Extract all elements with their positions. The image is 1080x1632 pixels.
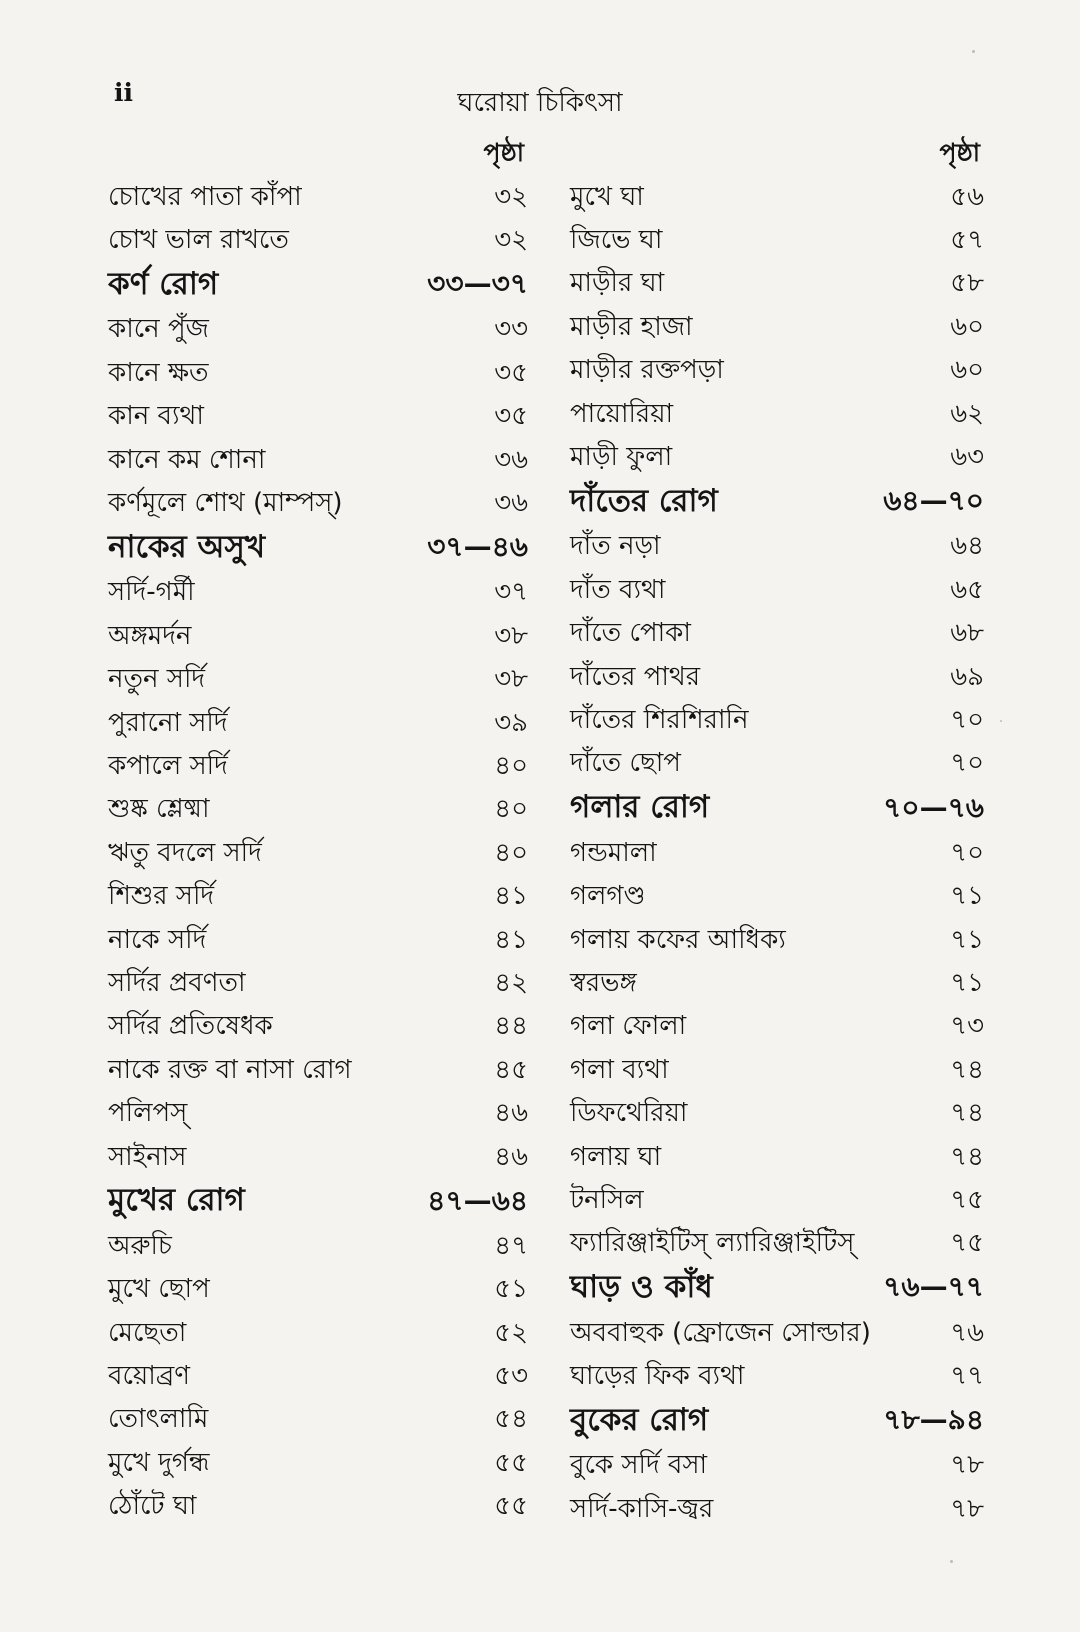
entry-title: সর্দির প্রতিষেধক	[108, 1011, 273, 1042]
section-page-range: ৩৩—৩৭	[427, 267, 528, 301]
entry-title: জিভে ঘা	[570, 225, 663, 256]
entry-page-number: ৩৫	[494, 357, 528, 388]
entry-page-number: ৪২	[494, 967, 528, 998]
toc-entry	[570, 219, 984, 262]
section-title: দাঁতের রোগ	[570, 482, 718, 519]
toc-entry	[108, 745, 528, 788]
entry-page-number: ৭৩	[950, 1011, 984, 1042]
entry-page-number: ৬০	[950, 355, 984, 386]
toc-column-left	[108, 130, 528, 1529]
toc-section-heading	[570, 1266, 984, 1312]
entry-page-number: ৫৫	[494, 1491, 528, 1522]
entry-title: মুখে দুর্গন্ধ	[108, 1447, 210, 1478]
entry-page-number: ৩৯	[494, 707, 528, 738]
section-page-range: ৭০—৭৬	[883, 790, 984, 824]
entry-page-number: ৭১	[950, 881, 984, 912]
section-page-range: ৬৪—৭০	[883, 484, 984, 518]
toc-entry	[570, 613, 984, 656]
toc-entries	[108, 176, 528, 1529]
toc-section-heading	[570, 1399, 984, 1445]
entry-title: শুষ্ক শ্লেষ্মা	[108, 794, 210, 825]
entry-title: মুখে ঘা	[570, 181, 644, 212]
entry-title: অববাহুক (ফ্রোজেন সোল্ডার)	[570, 1317, 871, 1348]
entry-page-number: ৩৮	[494, 620, 528, 651]
section-page-range: ৭৬—৭৭	[883, 1270, 984, 1304]
entry-title: পুরানো সর্দি	[108, 707, 228, 738]
entry-page-number: ৫৬	[950, 181, 984, 212]
toc-entry	[108, 1399, 528, 1442]
toc-entry	[108, 219, 528, 262]
entry-page-number: ৭৭	[950, 1361, 984, 1392]
entry-title: চোখের পাতা কাঁপা	[108, 181, 302, 212]
entry-page-number: ৬৯	[950, 661, 984, 692]
section-title: কর্ণ রোগ	[108, 265, 219, 302]
toc-entry	[570, 526, 984, 569]
toc-entry	[570, 1445, 984, 1488]
entry-page-number: ৩২	[494, 225, 528, 256]
entry-title: দাঁত ব্যথা	[570, 574, 666, 605]
toc-entry	[570, 1136, 984, 1179]
entry-title: মেছেতা	[108, 1317, 187, 1348]
entry-page-number: ৫৮	[950, 268, 984, 299]
section-title: ঘাড় ও কাঁধ	[570, 1268, 713, 1305]
entry-page-number: ৩২	[494, 181, 528, 212]
entry-page-number: ৭৮	[950, 1493, 984, 1524]
entry-page-number: ৬২	[950, 398, 984, 429]
toc-entry	[108, 615, 528, 658]
entry-title: গলগণ্ড	[570, 881, 646, 912]
entry-title: অরুচি	[108, 1230, 172, 1261]
toc-entry	[108, 1049, 528, 1092]
toc-entry	[570, 263, 984, 306]
entry-page-number: ৫১	[494, 1274, 528, 1305]
toc-entry	[570, 699, 984, 742]
toc-entry	[108, 1486, 528, 1529]
toc-entry	[108, 962, 528, 1005]
entry-page-number: ৫৭	[950, 225, 984, 256]
entry-page-number: ৪০	[494, 751, 528, 781]
entry-title: বুকে সর্দি বসা	[570, 1450, 708, 1481]
entry-page-number: ৪৪	[494, 1011, 528, 1042]
toc-entry	[570, 1355, 984, 1398]
toc-entry	[570, 176, 984, 219]
entry-title: মুখে ছোপ	[108, 1274, 210, 1305]
entry-title: অঙ্গমর্দন	[108, 620, 192, 651]
folio-number: ii	[114, 78, 133, 107]
toc-section-heading	[108, 263, 528, 309]
speck	[972, 50, 975, 53]
entry-title: কানে কম শোনা	[108, 444, 266, 475]
entry-title: গলায় ঘা	[570, 1141, 662, 1172]
toc-entry	[570, 1223, 984, 1266]
entry-page-number: ৬৫	[950, 574, 984, 605]
running-title: ঘরোয়া চিকিৎসা	[457, 88, 623, 118]
speck	[950, 1560, 953, 1563]
toc-entry	[570, 962, 984, 1005]
entry-title: সর্দি-গর্মী	[108, 577, 195, 608]
entry-page-number: ৩৩	[494, 314, 528, 345]
toc-section-heading	[570, 786, 984, 832]
entry-title: সর্দির প্রবণতা	[108, 967, 246, 998]
section-title: মুখের রোগ	[108, 1182, 245, 1219]
entry-title: নাকে রক্ত বা নাসা রোগ	[108, 1054, 352, 1085]
entry-title: মাড়ীর হাজা	[570, 311, 693, 342]
entry-title: দাঁতের পাথর	[570, 661, 701, 692]
entry-page-number: ৬৮	[950, 618, 984, 649]
toc-section-heading	[108, 526, 528, 572]
entry-title: মাড়ী ফুলা	[570, 442, 673, 473]
entry-title: দাঁতের শিরশিরানি	[570, 705, 749, 735]
entry-page-number: ৭৪	[950, 1141, 984, 1172]
page-column-label: পৃষ্ঠা	[483, 138, 524, 167]
toc-entry	[108, 482, 528, 525]
toc-entry	[108, 396, 528, 439]
entry-page-number: ৭০	[950, 748, 984, 779]
entry-title: পলিপস্‌	[108, 1098, 188, 1129]
entry-title: মাড়ীর রক্তপড়া	[570, 355, 724, 386]
entry-page-number: ৭১	[950, 924, 984, 955]
page-header	[0, 78, 1080, 118]
toc-entry	[108, 919, 528, 962]
toc-entry	[570, 1006, 984, 1049]
entry-title: গলা ব্যথা	[570, 1054, 669, 1085]
toc-entry	[570, 743, 984, 786]
section-title: গলার রোগ	[570, 789, 710, 826]
entry-title: পায়োরিয়া	[570, 398, 674, 429]
toc-section-heading	[108, 1179, 528, 1225]
entry-title: গন্ডমালা	[570, 837, 657, 868]
entry-title: ডিফথেরিয়া	[570, 1098, 688, 1129]
entry-page-number: ৭৫	[950, 1228, 984, 1259]
toc-entry	[570, 1488, 984, 1531]
entry-title: নাকে সর্দি	[108, 924, 207, 955]
entry-title: কপালে সর্দি	[108, 751, 228, 781]
entry-page-number: ৪০	[494, 794, 528, 825]
entry-title: টনসিল	[570, 1184, 644, 1215]
entry-page-number: ৭৪	[950, 1098, 984, 1129]
entry-title: ঘাড়ের ফিক ব্যথা	[570, 1361, 745, 1392]
entry-page-number: ৬৪	[950, 531, 984, 562]
toc-entry	[108, 1312, 528, 1355]
entry-title: দাঁতে পোকা	[570, 618, 691, 649]
entry-page-number: ৫৫	[494, 1447, 528, 1478]
toc-entry	[108, 572, 528, 615]
entry-title: বয়োব্রণ	[108, 1361, 190, 1392]
entry-title: কানে পুঁজ	[108, 314, 209, 345]
entry-page-number: ৫৪	[494, 1404, 528, 1435]
entry-page-number: ৭৪	[950, 1054, 984, 1085]
entry-page-number: ৬৩	[950, 442, 984, 473]
entry-title: শিশুর সর্দি	[108, 881, 215, 912]
entry-page-number: ৫৩	[494, 1361, 528, 1392]
entry-page-number: ৪৫	[494, 1054, 528, 1085]
entry-title: চোখ ভাল রাখতে	[108, 225, 289, 256]
entry-title: ঠোঁটে ঘা	[108, 1491, 197, 1522]
entry-page-number: ৩৭	[494, 577, 528, 608]
entry-title: গলা ফোলা	[570, 1011, 687, 1042]
entry-page-number: ৪৭	[494, 1230, 528, 1261]
entry-title: নতুন সর্দি	[108, 664, 206, 695]
toc-entry	[108, 439, 528, 482]
entry-title: তোৎলামি	[108, 1404, 209, 1435]
toc-entries	[570, 176, 984, 1532]
section-page-range: ৭৮—৯৪	[883, 1403, 984, 1437]
entry-page-number: ৩৬	[494, 488, 528, 519]
section-page-range: ৩৭—৪৬	[427, 530, 528, 564]
toc-entry	[570, 656, 984, 699]
entry-title: স্বরভঙ্গ	[570, 967, 637, 998]
entry-page-number: ৭০	[950, 837, 984, 868]
toc-entry	[108, 309, 528, 352]
section-page-range: ৪৭—৬৪	[427, 1183, 528, 1217]
toc-entry	[108, 659, 528, 702]
entry-title: ফ্যারিঞ্জাইটিস্‌ ল্যারিঞ্জাইটিস্‌	[570, 1228, 855, 1259]
toc-entry	[570, 875, 984, 918]
entry-page-number: ৭১	[950, 967, 984, 998]
speck	[1000, 720, 1002, 722]
entry-title: কান ব্যথা	[108, 401, 204, 432]
entry-title: কানে ক্ষত	[108, 357, 209, 388]
toc-column-right	[570, 130, 984, 1532]
entry-page-number: ৭০	[950, 705, 984, 735]
entry-page-number: ৭৮	[950, 1450, 984, 1481]
entry-title: সাইনাস	[108, 1141, 187, 1172]
toc-entry	[108, 1006, 528, 1049]
entry-page-number: ৪১	[494, 924, 528, 955]
toc-entry	[570, 306, 984, 349]
entry-title: দাঁতে ছোপ	[570, 748, 681, 779]
toc-entry	[108, 1355, 528, 1398]
toc-entry	[570, 1049, 984, 1092]
section-title: নাকের অসুখ	[108, 528, 266, 565]
entry-page-number: ৫২	[494, 1317, 528, 1348]
toc-entry	[108, 702, 528, 745]
entry-title: মাড়ীর ঘা	[570, 268, 665, 299]
entry-page-number: ৩৮	[494, 664, 528, 695]
entry-title: কর্ণমূলে শোথ (মাম্পস্‌)	[108, 488, 343, 519]
entry-title: ঋতু বদলে সর্দি	[108, 837, 262, 868]
entry-page-number: ৪৬	[494, 1141, 528, 1172]
toc-entry	[108, 789, 528, 832]
toc-entry	[108, 875, 528, 918]
toc-entry	[108, 1442, 528, 1485]
entry-title: গলায় কফের আধিক্য	[570, 924, 786, 955]
toc-entry	[570, 350, 984, 393]
toc-entry	[108, 1225, 528, 1268]
toc-entry	[108, 176, 528, 219]
entry-page-number: ৩৫	[494, 401, 528, 432]
toc-entry	[570, 1312, 984, 1355]
toc-entry	[108, 1269, 528, 1312]
toc-entry	[570, 436, 984, 479]
entry-page-number: ৭৫	[950, 1184, 984, 1215]
toc-entry	[570, 569, 984, 612]
entry-page-number: ৪১	[494, 881, 528, 912]
entry-page-number: ৪০	[494, 837, 528, 868]
toc-entry	[108, 352, 528, 395]
toc-entry	[108, 1092, 528, 1135]
entry-page-number: ৪৬	[494, 1098, 528, 1129]
entry-page-number: ৬০	[950, 311, 984, 342]
toc-entry	[570, 393, 984, 436]
toc-section-heading	[570, 480, 984, 526]
entry-title: সর্দি-কাসি-জ্বর	[570, 1493, 714, 1524]
section-title: বুকের রোগ	[570, 1401, 709, 1438]
toc-entry	[108, 1136, 528, 1179]
entry-page-number: ৩৬	[494, 444, 528, 475]
toc-entry	[570, 919, 984, 962]
toc-entry	[570, 1092, 984, 1135]
page-column-label: পৃষ্ঠা	[939, 138, 980, 167]
entry-page-number: ৭৬	[950, 1317, 984, 1348]
toc-entry	[570, 1179, 984, 1222]
entry-title: দাঁত নড়া	[570, 531, 661, 562]
toc-entry	[108, 832, 528, 875]
toc-entry	[570, 832, 984, 875]
